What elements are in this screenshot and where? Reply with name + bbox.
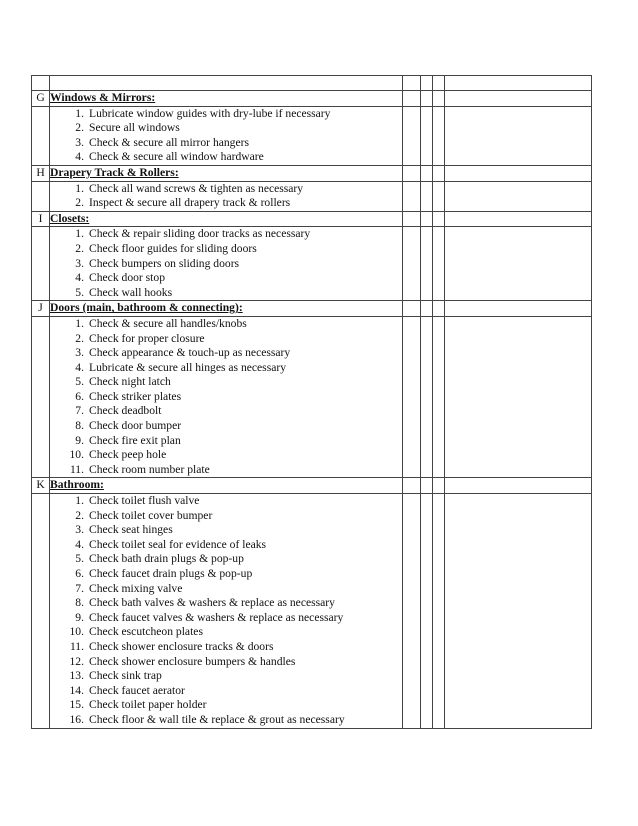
item-number: 3. (75, 256, 84, 270)
item-number: 4. (75, 537, 84, 551)
notes-cell[interactable] (445, 76, 592, 91)
task-list-cell (50, 181, 403, 211)
item-number: 7. (75, 581, 84, 595)
item-number: 8. (75, 596, 84, 610)
section-letter: J (32, 301, 50, 317)
item-text: Check & secure all window hardware (89, 150, 264, 164)
section-header-row (32, 165, 592, 181)
item-text: Check faucet drain plugs & pop-up (89, 567, 253, 580)
notes-cell[interactable] (445, 181, 592, 211)
section-title: Bathroom: (50, 478, 403, 494)
item-text: Check shower enclosure tracks & doors (89, 639, 274, 653)
check-cell[interactable] (403, 478, 421, 494)
item-text: Check shower enclosure bumpers & handles (89, 654, 296, 668)
item-text: Check escutcheon plates (89, 625, 203, 639)
notes-cell[interactable] (445, 494, 592, 729)
item-number: 13. (69, 669, 84, 683)
item-text: Check mixing valve (89, 581, 183, 595)
check-cell[interactable] (421, 494, 433, 729)
list-item (50, 669, 402, 684)
task-list (50, 494, 402, 728)
list-item (50, 317, 402, 332)
item-number: 5. (75, 375, 84, 389)
task-list-cell (50, 494, 403, 729)
list-item (50, 463, 402, 478)
check-cell[interactable] (421, 316, 433, 478)
item-number: 3. (75, 523, 84, 537)
check-cell[interactable] (421, 91, 433, 107)
list-item (50, 494, 402, 509)
item-text: Check toilet paper holder (89, 698, 207, 712)
section-header-row (32, 91, 592, 107)
section-letter: H (32, 165, 50, 181)
task-list-cell (50, 227, 403, 301)
list-item (50, 538, 402, 553)
task-list (50, 182, 402, 211)
item-number: 1. (75, 181, 84, 195)
section-items-row (32, 181, 592, 211)
section-header-row (32, 211, 592, 227)
item-text: Inspect & secure all drapery track & rollers (89, 196, 291, 210)
list-item (50, 257, 402, 272)
item-text: Check bath valves & washers & replace as necessary (89, 596, 335, 610)
item-text: Check peep hole (89, 448, 167, 462)
check-cell[interactable] (433, 494, 445, 729)
list-item (50, 375, 402, 390)
item-number: 7. (75, 404, 84, 418)
check-cell[interactable] (403, 301, 421, 317)
item-text: Check striker plates (89, 389, 182, 403)
list-item (50, 196, 402, 211)
blank-header-row (32, 76, 592, 91)
item-text: Check appearance & touch-up as necessary (89, 346, 291, 360)
notes-cell[interactable] (445, 301, 592, 317)
check-cell[interactable] (403, 91, 421, 107)
check-cell[interactable] (403, 316, 421, 478)
list-item (50, 227, 402, 242)
item-text: Check fire exit plan (89, 433, 181, 447)
item-number: 1. (75, 316, 84, 330)
section-header-row (32, 478, 592, 494)
notes-cell[interactable] (445, 91, 592, 107)
check-cell[interactable] (421, 301, 433, 317)
list-item (50, 150, 402, 165)
item-text: Check toilet flush valve (89, 494, 200, 508)
item-number: 3. (75, 135, 84, 149)
notes-cell[interactable] (445, 316, 592, 478)
check-cell[interactable] (433, 91, 445, 107)
check-cell[interactable] (421, 227, 433, 301)
item-number: 9. (75, 433, 84, 447)
list-item (50, 121, 402, 136)
item-text: Check all wand screws & tighten as necessary (89, 181, 304, 195)
item-number: 5. (75, 285, 84, 299)
section-items-row (32, 316, 592, 478)
blank-cell (32, 316, 50, 478)
list-item (50, 698, 402, 713)
check-cell[interactable] (403, 211, 421, 227)
task-list (50, 317, 402, 478)
item-text: Check faucet aerator (89, 683, 185, 697)
item-number: 2. (75, 241, 84, 255)
check-cell[interactable] (403, 76, 421, 91)
check-cell[interactable] (433, 478, 445, 494)
blank-cell (32, 494, 50, 729)
item-text: Check floor guides for sliding doors (89, 241, 257, 255)
item-number: 9. (75, 610, 84, 624)
check-cell[interactable] (421, 165, 433, 181)
item-text: Check seat hinges (89, 523, 173, 537)
section-items-row (32, 227, 592, 301)
list-item (50, 713, 402, 728)
item-number: 8. (75, 419, 84, 433)
item-text: Check & secure all handles/knobs (89, 316, 247, 330)
list-item (50, 655, 402, 670)
item-text: Check & secure all mirror hangers (89, 135, 249, 149)
list-item (50, 640, 402, 655)
item-number: 14. (69, 683, 84, 697)
section-letter: K (32, 478, 50, 494)
check-cell[interactable] (421, 211, 433, 227)
blank-cell (32, 76, 50, 91)
check-cell[interactable] (421, 106, 433, 165)
list-item (50, 390, 402, 405)
check-cell[interactable] (433, 165, 445, 181)
section-title: Doors (main, bathroom & connecting): (50, 301, 403, 317)
item-text: Check for proper closure (89, 331, 205, 345)
task-list (50, 107, 402, 165)
notes-cell[interactable] (445, 106, 592, 165)
check-cell[interactable] (433, 181, 445, 211)
list-item (50, 361, 402, 376)
item-number: 2. (75, 196, 84, 210)
check-cell[interactable] (421, 76, 433, 91)
item-number: 1. (75, 494, 84, 508)
item-text: Check wall hooks (89, 285, 173, 299)
section-header-row (32, 301, 592, 317)
item-number: 2. (75, 121, 84, 135)
list-item (50, 448, 402, 463)
item-text: Check night latch (89, 375, 171, 389)
section-title: Drapery Track & Rollers: (50, 165, 403, 181)
item-text: Check floor & wall tile & replace & grout as necessary (89, 712, 345, 726)
item-text: Check room number plate (89, 462, 210, 476)
item-text: Check door bumper (89, 419, 182, 433)
item-text: Lubricate & secure all hinges as necessary (89, 360, 287, 374)
item-number: 5. (75, 552, 84, 566)
list-item (50, 271, 402, 286)
maintenance-checklist-table (31, 75, 592, 729)
item-number: 12. (69, 654, 84, 668)
blank-cell (50, 76, 403, 91)
list-item (50, 346, 402, 361)
item-text: Check & repair sliding door tracks as necessary (89, 227, 311, 241)
check-cell[interactable] (433, 211, 445, 227)
check-cell[interactable] (421, 181, 433, 211)
list-item (50, 419, 402, 434)
item-number: 11. (69, 639, 84, 653)
list-item (50, 107, 402, 122)
checklist-body (32, 76, 592, 729)
item-number: 16. (69, 712, 84, 726)
notes-cell[interactable] (445, 165, 592, 181)
item-number: 10. (69, 625, 84, 639)
item-text: Check sink trap (89, 669, 162, 683)
list-item (50, 596, 402, 611)
item-number: 15. (69, 698, 84, 712)
check-cell[interactable] (421, 478, 433, 494)
item-text: Check faucet valves & washers & replace as necessary (89, 610, 344, 624)
list-item (50, 182, 402, 197)
check-cell[interactable] (403, 494, 421, 729)
item-number: 6. (75, 389, 84, 403)
task-list (50, 227, 402, 300)
notes-cell[interactable] (445, 478, 592, 494)
item-number: 4. (75, 360, 84, 374)
check-cell[interactable] (433, 301, 445, 317)
item-text: Check bumpers on sliding doors (89, 256, 240, 270)
list-item (50, 567, 402, 582)
section-items-row (32, 494, 592, 729)
item-number: 2. (75, 508, 84, 522)
item-number: 1. (75, 106, 84, 120)
list-item (50, 509, 402, 524)
check-cell[interactable] (433, 316, 445, 478)
list-item (50, 611, 402, 626)
list-item (50, 404, 402, 419)
item-text: Check bath drain plugs & pop-up (89, 552, 244, 566)
check-cell[interactable] (403, 181, 421, 211)
item-text: Check toilet seal for evidence of leaks (89, 537, 267, 551)
item-number: 10. (69, 448, 84, 462)
item-number: 11. (69, 462, 84, 476)
task-list-cell (50, 316, 403, 478)
item-number: 2. (75, 331, 84, 345)
check-cell[interactable] (433, 106, 445, 165)
section-letter: G (32, 91, 50, 107)
item-text: Check toilet cover bumper (89, 508, 213, 522)
item-text: Check door stop (89, 271, 165, 285)
item-number: 4. (75, 271, 84, 285)
blank-cell (32, 227, 50, 301)
item-number: 3. (75, 346, 84, 360)
list-item (50, 242, 402, 257)
list-item (50, 523, 402, 538)
list-item (50, 684, 402, 699)
section-title: Closets: (50, 211, 403, 227)
blank-cell (32, 106, 50, 165)
list-item (50, 136, 402, 151)
check-cell[interactable] (403, 106, 421, 165)
item-number: 6. (75, 567, 84, 580)
section-letter: I (32, 211, 50, 227)
item-text: Check deadbolt (89, 404, 162, 418)
item-number: 4. (75, 150, 84, 164)
check-cell[interactable] (403, 227, 421, 301)
list-item (50, 625, 402, 640)
item-text: Secure all windows (89, 121, 180, 135)
blank-cell (32, 181, 50, 211)
item-text: Lubricate window guides with dry-lube if necessary (89, 106, 331, 120)
list-item (50, 286, 402, 301)
list-item (50, 582, 402, 597)
list-item (50, 552, 402, 567)
check-cell[interactable] (403, 165, 421, 181)
check-cell[interactable] (433, 227, 445, 301)
list-item (50, 434, 402, 449)
list-item (50, 332, 402, 347)
item-number: 1. (75, 227, 84, 241)
notes-cell[interactable] (445, 211, 592, 227)
task-list-cell (50, 106, 403, 165)
notes-cell[interactable] (445, 227, 592, 301)
section-items-row (32, 106, 592, 165)
section-title: Windows & Mirrors: (50, 91, 403, 107)
check-cell[interactable] (433, 76, 445, 91)
